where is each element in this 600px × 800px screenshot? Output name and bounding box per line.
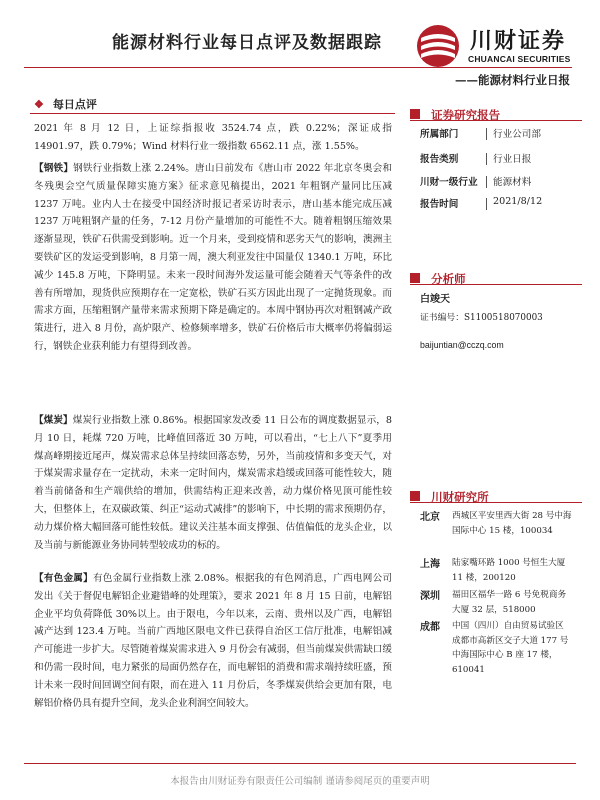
info-value: 能源材料 <box>493 177 532 188</box>
info-value: 行业公司部 <box>493 129 541 140</box>
office-city: 成都 <box>420 622 440 633</box>
info-label: 所属部门 <box>420 129 459 140</box>
coal-text: 煤炭行业指数上涨 0.86%。根据国家发改委 11 日公布的调度数据显示，8 月 10 日，耗煤 720 万吨，比峰值回落近 30 万吨，可以看出，“七上八下”夏季用煤高峰期接近尾声，煤炭需求总体呈持续回落态势，另外，当前疫情和多变天气，对于煤炭需求量存在一定扰动，未来一定时间内，煤炭需求趋缓或回落可能性较大，随着当前储备和生产端供给的增加，供需结构正迎来改善，动力煤价格见顶可能性较大，但整体上，在双碳政策、纠正“运动式减排”的影响下，中长期的需求预期仍存，动力煤价格大幅回落可能性较低。建议关注基本面支撑强、估值偏低的龙头企业，以及当前与新能源业务协同转型较成功的标的。 <box>34 415 393 551</box>
office-city: 深圳 <box>420 591 440 602</box>
office-city: 北京 <box>420 512 440 523</box>
brand-name-en: CHUANCAI SECURITIES <box>468 54 571 64</box>
steel-tag: 【钢铁】 <box>34 163 74 174</box>
brand-logo-icon <box>413 22 463 68</box>
institute-title: 川财研究所 <box>431 490 489 504</box>
header-divider <box>24 67 572 68</box>
analyst-name: 白竣天 <box>420 294 450 305</box>
office-address: 福田区福华一路 6 号免税商务大厦 32 层，518000 <box>452 590 567 615</box>
info-value: 行业日报 <box>493 154 532 165</box>
brand-name-cn: 川财证券 <box>470 29 567 54</box>
paragraph-coal <box>34 412 392 554</box>
coal-tag: 【煤炭】 <box>34 415 73 426</box>
office-address: 中国（四川）自由贸易试验区成都市高新区交子大道 177 号中海国际中心 B 座 17 楼，610041 <box>452 621 569 675</box>
info-separator <box>486 198 487 210</box>
office-city: 上海 <box>420 559 440 570</box>
report-info-divider <box>410 120 582 121</box>
office-address: 西城区平安里西大街 28 号中海国际中心 15 楼，100034 <box>452 511 572 536</box>
info-label: 川财一级行业 <box>420 177 478 188</box>
office-address: 陆家嘴环路 1000 号恒生大厦 11 楼，200120 <box>452 558 566 583</box>
analyst-email[interactable]: baijuntian@cczq.com <box>420 340 504 350</box>
metal-tag: 【有色金属】 <box>34 573 93 584</box>
paragraph-intro: 2021 年 8 月 12 日，上证综指报收 3524.74 点，跌 0.22%；深证成指 14901.97，跌 0.79%；Wind 材料行业一级指数 6562.11 点，涨 1.55%。 <box>34 123 392 152</box>
section-divider <box>30 113 395 114</box>
square-icon <box>410 491 420 501</box>
page-subtitle: ——能源材料行业日报 <box>455 73 570 87</box>
section-heading <box>34 96 97 112</box>
footer-disclaimer: 本报告由川财证券有限责任公司编制 谨请参阅尾页的重要声明 <box>170 776 430 787</box>
analyst-title: 分析师 <box>431 272 466 286</box>
steel-text: 钢铁行业指数上涨 2.24%。唐山日前发布《唐山市 2022 年北京冬奥会和冬残奥会空气质量保障实施方案》征求意见稿提出，2021 年粗钢产量同比压减 1237 万吨。业内人士在接受中国经济时报记者采访时表示，唐山基本能完成压减 1237 万吨粗钢产量的任务，7-12 月份产量增加的可能性不大。随着粗钢压缩效果逐渐显现，铁矿石供需受到影响。近一个月来，受到疫情和恶劣天气的影响，澳洲主要铁矿区的发运受到影响，8 月第一周，澳大利亚发往中国量仅 1340.1 万吨，环比减少 145.8 万吨，下降明显。未来一段时间海外发运量可能会随着天气等条件的改善有所增加，现货供应预期存在一定宽松，铁矿石买方因此出现了一定抛货现象。而需求方面，压缩粗钢产量带来需求预期下降是确定的。本周中钢协再次对粗钢减产政策进行，进入 8 月份，高炉限产、检修频率增多，铁矿石价格后市大概率仍将偏弱运行，钢铁企业获利能力有望得到改善。 <box>34 163 392 352</box>
diamond-icon: ❖ <box>34 98 44 111</box>
metal-text: 有色金属行业指数上涨 2.08%。根据我的有色网消息，广西电网公司发出《关于督促电解铝企业避错峰的处理策》，要求 2021 年 8 月 15 日前，电解铝企业平均负荷降低 30%以上。由于限电，今年以来，云南、贵州以及广西，电解铝减产达到 123.4 万吨。当前广西地区限电文件已获得自治区工信厅批准，电解铝减产可能进一步扩大。尽管随着煤炭需求进入 9 月份会有减弱，但当前煤炭供需缺口缓和仍需一段时间，电力紧张的局面仍然存在，而电解铝的消费和需求端持续旺盛，预计未来一段时间回调空间有限，而在进入 11 月份后，冬季煤炭供给会更加有限，电解铝价格仍具有提升空间，龙头企业利润空间较大。 <box>34 573 392 709</box>
paragraph-steel <box>34 160 392 356</box>
section-heading-label: 每日点评 <box>52 98 97 111</box>
info-label: 报告类别 <box>420 154 459 165</box>
square-icon <box>410 273 420 283</box>
footer-divider <box>24 763 576 764</box>
analyst-divider <box>410 284 582 285</box>
paragraph-metal <box>34 570 392 712</box>
info-separator <box>486 128 487 140</box>
info-separator <box>486 153 487 165</box>
analyst-cert: 证书编号：S1100518070003 <box>420 313 543 323</box>
info-label: 报告时间 <box>420 199 459 210</box>
info-value: 2021/8/12 <box>493 196 543 207</box>
report-info-title: 证券研究报告 <box>431 108 501 122</box>
page-title: 能源材料行业每日点评及数据跟踪 <box>112 33 382 53</box>
info-separator <box>486 176 487 188</box>
institute-divider <box>410 502 582 503</box>
square-icon <box>410 109 420 119</box>
